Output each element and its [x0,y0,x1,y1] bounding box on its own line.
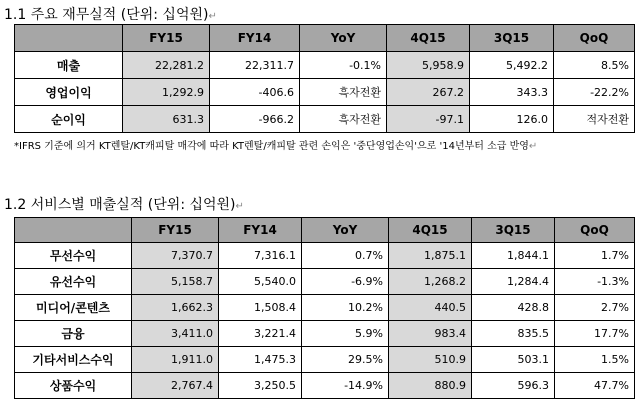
cell: 1.5% [555,347,635,373]
table-row [15,52,635,79]
row-label: 금융 [15,321,132,347]
cell: 1,284.4 [472,269,555,295]
cell: 1,475.3 [219,347,302,373]
cell: 적자전환 [554,106,635,133]
row-label: 기타서비스수익 [15,347,132,373]
cell: 1,508.4 [219,295,302,321]
footnote: *IFRS 기준에 의거 KT렌탈/KT캐피탈 매각에 따라 KT렌탈/캐피탈 관련 손익은 '중단영업손익'으로 '14년부터 소급 반영↵ [14,141,538,152]
cell: 5,158.7 [132,269,219,295]
header-fy14: FY14 [210,25,300,52]
cell: 8.5% [554,52,635,79]
row-label: 순이익 [15,106,123,133]
cell: 5,540.0 [219,269,302,295]
row-label: 영업이익 [15,79,123,106]
cell: -966.2 [210,106,300,133]
header-3q15: 3Q15 [470,25,554,52]
section2-title: 1.2 서비스별 매출실적 (단위: 십억원)↵ [4,197,244,213]
header-empty [15,218,132,243]
header-fy15: FY15 [132,218,219,243]
cell: -1.3% [555,269,635,295]
table-row [15,106,635,133]
cell: 1,268.2 [389,269,472,295]
cell: 1,911.0 [132,347,219,373]
cell: 7,316.1 [219,243,302,269]
cell: 126.0 [470,106,554,133]
cell: 1,844.1 [472,243,555,269]
cell: 29.5% [302,347,389,373]
table-row [15,295,635,321]
header-empty [15,25,123,52]
row-label: 유선수익 [15,269,132,295]
cell: 503.1 [472,347,555,373]
header-yoy: YoY [302,218,389,243]
cell: 17.7% [555,321,635,347]
cell: 0.7% [302,243,389,269]
cell: 47.7% [555,373,635,399]
cell: 5,492.2 [470,52,554,79]
header-qoq: QoQ [554,25,635,52]
cell: -97.1 [387,106,470,133]
table-row [15,79,635,106]
table-row [15,347,635,373]
financial-summary-table [14,24,635,133]
cell: 흑자전환 [300,79,387,106]
cell: 510.9 [389,347,472,373]
cell: -22.2% [554,79,635,106]
cell: 440.5 [389,295,472,321]
cell: 7,370.7 [132,243,219,269]
cell: -406.6 [210,79,300,106]
cell: 1.7% [555,243,635,269]
cell: 3,411.0 [132,321,219,347]
table-header-row [15,25,635,52]
cell: 3,250.5 [219,373,302,399]
header-4q15: 4Q15 [387,25,470,52]
table-row [15,269,635,295]
cell: 2,767.4 [132,373,219,399]
row-label: 매출 [15,52,123,79]
cell: 22,281.2 [123,52,210,79]
table-row [15,373,635,399]
cell: 880.9 [389,373,472,399]
header-4q15: 4Q15 [389,218,472,243]
cell: 267.2 [387,79,470,106]
cell: 10.2% [302,295,389,321]
header-qoq: QoQ [555,218,635,243]
cell: 631.3 [123,106,210,133]
header-yoy: YoY [300,25,387,52]
cell: -0.1% [300,52,387,79]
header-3q15: 3Q15 [472,218,555,243]
cell: 5.9% [302,321,389,347]
header-fy14: FY14 [219,218,302,243]
table-row [15,243,635,269]
row-label: 미디어/콘텐츠 [15,295,132,321]
cell: 22,311.7 [210,52,300,79]
cell: -14.9% [302,373,389,399]
row-label: 상품수익 [15,373,132,399]
cell: 428.8 [472,295,555,321]
cell: 596.3 [472,373,555,399]
cell: -6.9% [302,269,389,295]
table-row [15,321,635,347]
table-header-row [15,218,635,243]
cell: 2.7% [555,295,635,321]
cell: 3,221.4 [219,321,302,347]
cell: 1,875.1 [389,243,472,269]
service-revenue-table [14,217,635,399]
section1-title: 1.1 주요 재무실적 (단위: 십억원)↵ [4,7,217,23]
cell: 1,292.9 [123,79,210,106]
header-fy15: FY15 [123,25,210,52]
row-label: 무선수익 [15,243,132,269]
cell: 5,958.9 [387,52,470,79]
cell: 835.5 [472,321,555,347]
cell: 343.3 [470,79,554,106]
cell: 흑자전환 [300,106,387,133]
cell: 983.4 [389,321,472,347]
cell: 1,662.3 [132,295,219,321]
